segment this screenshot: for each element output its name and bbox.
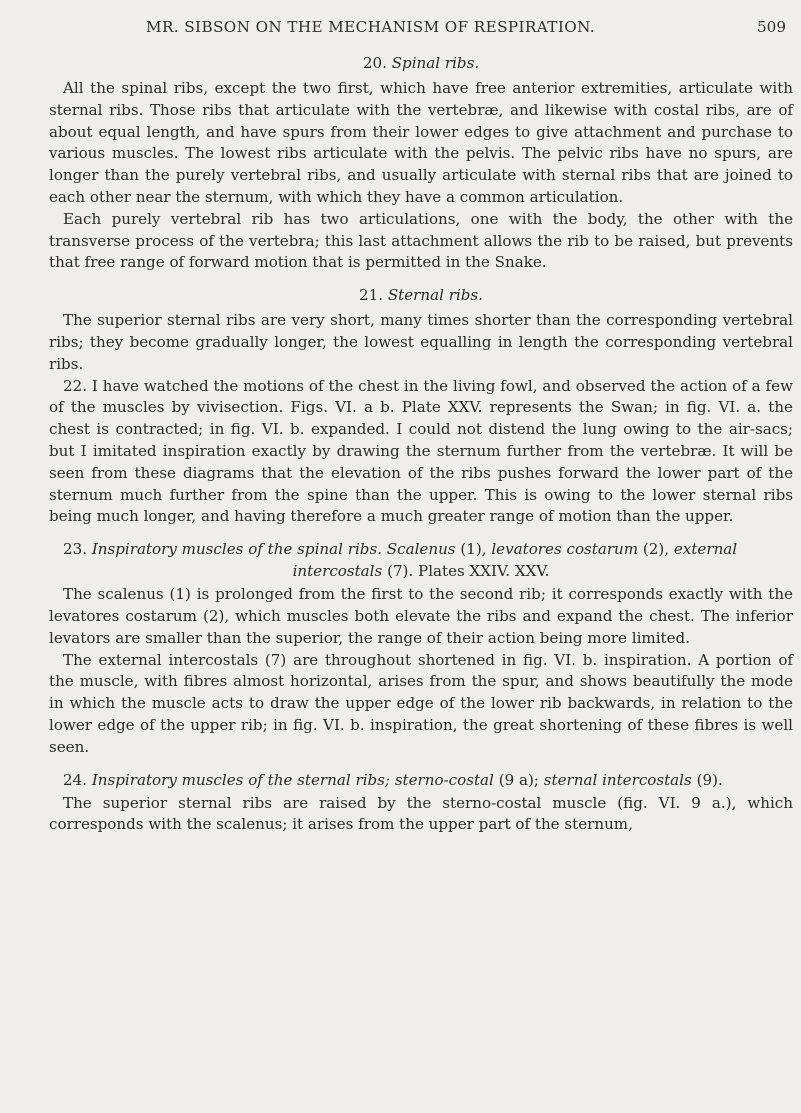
- heading-text: levatores costarum: [491, 540, 639, 559]
- section-heading-21: [49, 284, 793, 306]
- heading-text: external: [673, 540, 738, 559]
- paragraph: The external intercostals (7) are throughout shortened in fig. VI. b. inspiration. A portion of the muscle, with fibres almost horizontal, arises from the spur, and shows beautifully the mode in which the muscle acts to draw the upper edge of the lower rib backwards, in relation to the lower edge of the upper rib; in fig. VI. b. inspiration, the great shortening of these fibres is well seen.: [49, 650, 793, 756]
- paragraph-number: 24.: [63, 770, 88, 789]
- section-heading-23: [49, 538, 793, 582]
- heading-text: Inspiratory muscles of the spinal ribs. Scalenus: [91, 540, 456, 559]
- heading-text: Inspiratory muscles of the sternal ribs; sterno-costal: [91, 770, 494, 789]
- paragraph: The superior sternal ribs are very short, many times shorter than the corresponding vertebral ribs; they become gradually longer, the lowest equalling in length the corresponding vertebral ribs.: [49, 311, 793, 373]
- heading-ref: (9).: [696, 770, 723, 789]
- paragraph: The scalenus (1) is prolonged from the first to the second rib; it corresponds exactly with the levatores costarum (2), which muscles both elevate the ribs and expand the chest. The inferior levators are smaller than the superior, the range of their action being more limited.: [49, 585, 793, 647]
- heading-ref: (2),: [642, 540, 670, 559]
- section-title: Spinal ribs.: [391, 54, 480, 72]
- heading-text: sternal intercostals: [543, 770, 692, 789]
- paragraph: Each purely vertebral rib has two articulations, one with the body, the other with the transverse process of the vertebra; this last attachment allows the rib to be raised, but prevents that free range of forward motion that is permitted in the Snake.: [49, 209, 793, 272]
- heading-text: intercostals: [292, 562, 383, 581]
- paragraph: All the spinal ribs, except the two first, which have free anterior extremities, articulate with sternal ribs. Those ribs that articulate with the vertebræ, and likewise with costal ribs, are of about equal length, and have spurs from their lower edges to give attachment and purchase to various muscles. The lowest ribs articulate with the pelvis. The pelvic ribs have no spurs, are longer than the purely vertebral ribs, and usually articulate with sternal ribs that are joined to each other near the sternum, with which they have a common articulation.: [49, 79, 793, 206]
- paragraph: The superior sternal ribs are raised by the sterno-costal muscle (fig. VI. 9 a.), which corresponds with the scalenus; it arises from the upper part of the sternum,: [49, 793, 793, 834]
- running-title: MR. SIBSON ON THE MECHANISM OF RESPIRATION.: [146, 18, 596, 36]
- body-text: [49, 52, 793, 836]
- paragraph-number: 23.: [63, 540, 88, 559]
- page-number: 509: [757, 18, 786, 36]
- heading-ref: (1),: [460, 540, 487, 559]
- section-number: 21.: [359, 286, 384, 305]
- section-heading-24: [49, 769, 793, 791]
- section-number: 20.: [362, 54, 387, 72]
- heading-ref: (7). Plates XXIV. XXV.: [387, 562, 550, 581]
- section-heading-20: [49, 52, 793, 74]
- section-title: Sternal ribs.: [387, 286, 483, 305]
- paragraph-22: [49, 376, 793, 529]
- paragraph-text: I have watched the motions of the chest in the living fowl, and observed the action of a few of the muscles by vivisection. Figs. VI. a b. Plate XXV. represents the Swan; in fig. VI. a. the chest is contracted; in fig. VI. b. expanded. I could not distend the lung owing to the air-sacs; but I imitated inspiration exactly by drawing the sternum further from the vertebræ. It will be seen from these diagrams that the elevation of the ribs pushes forward the lower part of the sternum much further from the spine than the upper. This is owing to the lower sternal ribs being much longer, and having therefore a much greater range of motion than the upper.: [49, 376, 793, 526]
- heading-ref: (9 a);: [498, 770, 539, 789]
- paragraph-number: 22.: [63, 376, 88, 395]
